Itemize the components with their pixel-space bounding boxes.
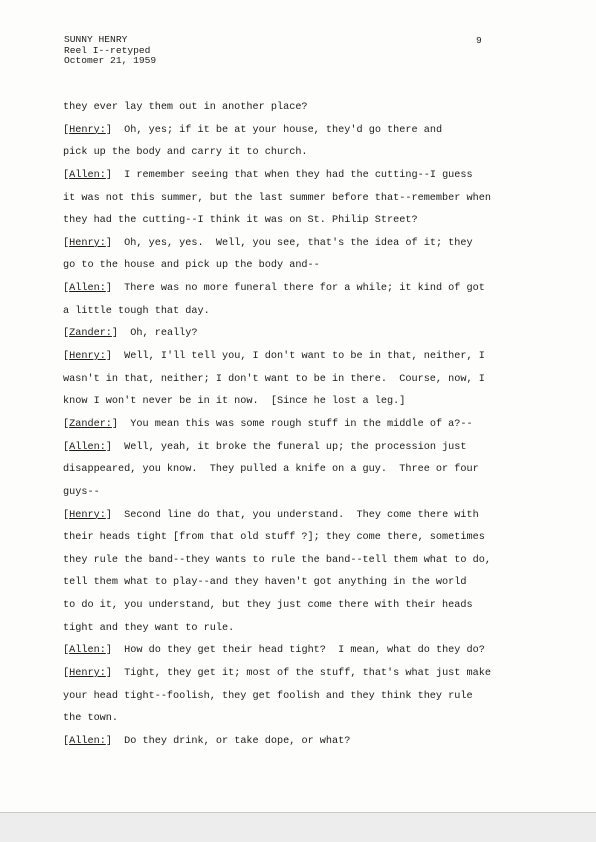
line-text: they ever lay them out in another place? bbox=[63, 102, 308, 113]
line-text: Well, I'll tell you, I don't want to be in that, neither, I bbox=[111, 351, 485, 363]
line-text: to do it, you understand, but they just come there with their heads bbox=[63, 600, 473, 612]
scan-edge-line bbox=[0, 812, 596, 813]
speaker-bracket-close: ] bbox=[105, 509, 112, 521]
line-text: their heads tight [from that old stuff ?]; they come there, sometimes bbox=[63, 532, 485, 544]
speaker-bracket-open: [ bbox=[63, 124, 70, 136]
transcript-line bbox=[63, 437, 543, 460]
line-text: disappeared, you know. They pulled a knife on a guy. Three or four bbox=[63, 464, 479, 476]
transcript-line bbox=[63, 97, 543, 120]
speaker-label: Zander: bbox=[69, 418, 112, 430]
transcript-line bbox=[63, 120, 543, 143]
speaker-bracket-open: [ bbox=[63, 668, 70, 680]
speaker-label: Henry: bbox=[69, 351, 106, 363]
line-text: know I won't never be in it now. [Since he lost a leg.] bbox=[63, 396, 406, 408]
transcript-line bbox=[63, 482, 543, 505]
transcript-line bbox=[63, 505, 543, 528]
transcript-line bbox=[63, 142, 543, 165]
line-text: the town. bbox=[63, 713, 119, 725]
line-text: a little tough that day. bbox=[63, 305, 210, 317]
line-text: pick up the body and carry it to church. bbox=[63, 147, 308, 159]
line-text: How do they get their head tight? I mean, what do they do? bbox=[111, 645, 485, 657]
line-text: they had the cutting--I think it was on St. Philip Street? bbox=[63, 215, 418, 227]
transcript-line bbox=[63, 369, 543, 392]
transcript-line bbox=[63, 527, 543, 550]
speaker-bracket-open: [ bbox=[63, 441, 70, 453]
speaker-bracket-close: ] bbox=[111, 418, 119, 430]
line-text: Do they drink, or take dope, or what? bbox=[111, 735, 351, 747]
line-text: Oh, yes; if it be at your house, they'd go there and bbox=[111, 124, 443, 136]
transcript-line bbox=[63, 731, 543, 754]
transcript-header bbox=[64, 35, 156, 67]
transcript-line bbox=[63, 301, 543, 324]
speaker-bracket-open: [ bbox=[63, 418, 70, 430]
interview-date: Octomer 21, 1959 bbox=[64, 55, 157, 67]
speaker-bracket-close: ] bbox=[105, 237, 112, 249]
speaker-label: Henry: bbox=[69, 124, 106, 136]
speaker-label: Allen: bbox=[69, 735, 106, 747]
speaker-bracket-open: [ bbox=[63, 169, 70, 181]
speaker-bracket-open: [ bbox=[63, 237, 70, 249]
speaker-label: Allen: bbox=[69, 169, 106, 181]
transcript-body bbox=[63, 97, 543, 754]
speaker-label: Henry: bbox=[69, 509, 106, 521]
speaker-bracket-open: [ bbox=[63, 351, 70, 363]
speaker-label: Henry: bbox=[69, 237, 106, 249]
speaker-label: Henry: bbox=[69, 668, 106, 680]
speaker-bracket-open: [ bbox=[63, 509, 70, 521]
line-text: guys-- bbox=[63, 486, 100, 498]
line-text: Oh, yes, yes. Well, you see, that's the idea of it; they bbox=[111, 237, 473, 249]
speaker-label: Allen: bbox=[69, 441, 106, 453]
transcript-line bbox=[63, 663, 543, 686]
transcript-line bbox=[63, 708, 543, 731]
speaker-bracket-open: [ bbox=[63, 735, 70, 747]
speaker-bracket-close: ] bbox=[105, 351, 112, 363]
transcript-line bbox=[63, 572, 543, 595]
transcript-line bbox=[63, 618, 543, 641]
page-number: 9 bbox=[476, 35, 482, 46]
transcript-line bbox=[63, 278, 543, 301]
line-text: they rule the band--they wants to rule the band--tell them what to do, bbox=[63, 554, 491, 566]
speaker-bracket-close: ] bbox=[111, 328, 119, 340]
line-text: You mean this was some rough stuff in the middle of a?-- bbox=[118, 418, 473, 430]
transcript-line bbox=[63, 210, 543, 233]
speaker-bracket-close: ] bbox=[105, 668, 112, 680]
transcript-line bbox=[63, 391, 543, 414]
transcript-line bbox=[63, 323, 543, 346]
speaker-bracket-close: ] bbox=[105, 124, 112, 136]
speaker-bracket-close: ] bbox=[105, 283, 112, 295]
speaker-bracket-close: ] bbox=[105, 735, 112, 747]
transcript-line bbox=[63, 595, 543, 618]
line-text: your head tight--foolish, they get foolish and they think they rule bbox=[63, 690, 473, 702]
line-text: Tight, they get it; most of the stuff, that's what just make bbox=[111, 668, 491, 680]
transcript-line bbox=[63, 255, 543, 278]
speaker-bracket-open: [ bbox=[63, 645, 70, 657]
scan-bottom-edge bbox=[0, 812, 596, 842]
transcript-line bbox=[63, 233, 543, 256]
speaker-label: Allen: bbox=[69, 283, 106, 295]
transcript-line bbox=[63, 188, 543, 211]
transcript-line bbox=[63, 346, 543, 369]
speaker-label: Allen: bbox=[69, 645, 106, 657]
line-text: Oh, really? bbox=[118, 328, 198, 340]
transcript-line bbox=[63, 459, 543, 482]
line-text: it was not this summer, but the last summer before that--remember when bbox=[63, 192, 491, 204]
speaker-bracket-open: [ bbox=[63, 283, 70, 295]
transcript-line bbox=[63, 640, 543, 663]
line-text: Second line do that, you understand. They come there with bbox=[111, 509, 479, 521]
line-text: Well, yeah, it broke the funeral up; the procession just bbox=[111, 441, 467, 453]
line-text: wasn't in that, neither; I don't want to be in there. Course, now, I bbox=[63, 373, 485, 385]
interviewee-name: SUNNY HENRY bbox=[64, 34, 128, 45]
transcript-line bbox=[63, 686, 543, 709]
line-text: tight and they want to rule. bbox=[63, 622, 235, 634]
speaker-label: Zander: bbox=[69, 328, 112, 340]
speaker-bracket-close: ] bbox=[105, 645, 112, 657]
line-text: I remember seeing that when they had the cutting--I guess bbox=[111, 169, 473, 181]
transcript-line bbox=[63, 165, 543, 188]
line-text: tell them what to play--and they haven't got anything in the world bbox=[63, 577, 467, 589]
line-text: go to the house and pick up the body and-- bbox=[63, 260, 320, 272]
transcript-line bbox=[63, 414, 543, 437]
transcript-line bbox=[63, 550, 543, 573]
reel-label: Reel I--retyped bbox=[64, 44, 151, 56]
line-text: There was no more funeral there for a while; it kind of got bbox=[111, 283, 485, 295]
speaker-bracket-close: ] bbox=[105, 441, 112, 453]
speaker-bracket-close: ] bbox=[105, 169, 112, 181]
speaker-bracket-open: [ bbox=[63, 328, 70, 340]
